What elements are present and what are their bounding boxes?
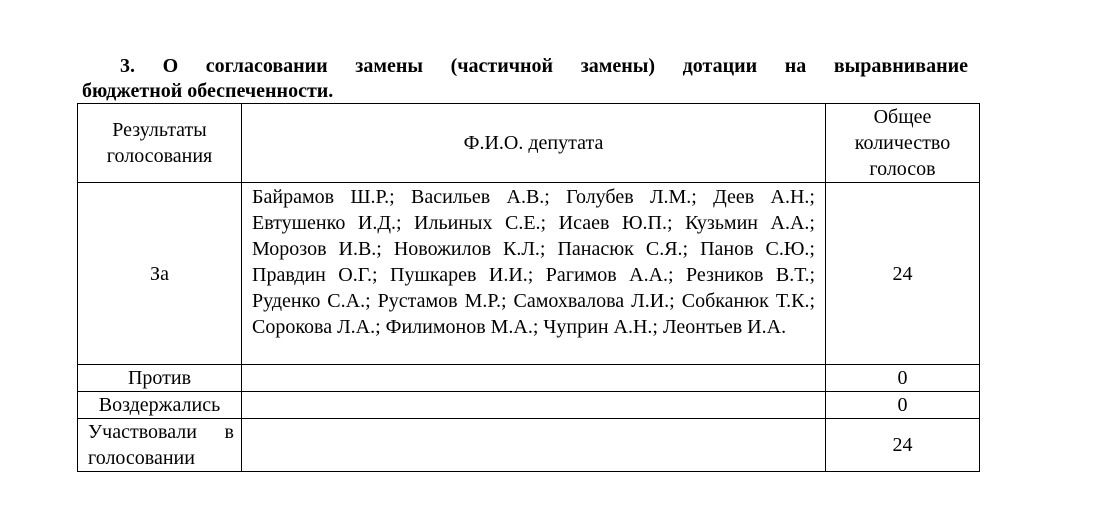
row-uchastvovali-label-line1: Участвовали в bbox=[88, 421, 234, 443]
row-protiv-count: 0 bbox=[826, 365, 980, 392]
header-total-votes: Общее количество голосов bbox=[826, 104, 980, 183]
section-heading-line1: 3. О согласовании замены (частичной замены) дотации на выравнивание bbox=[120, 55, 968, 77]
row-uchastvovali-count: 24 bbox=[826, 419, 980, 472]
row-uchastvovali-label-line2: голосовании bbox=[88, 447, 195, 469]
row-za-deputies: Байрамов Ш.Р.; Васильев А.В.; Голубев Л.М.; Деев А.Н.; Евтушенко И.Д.; Ильиных С.Е.; Исаев Ю.П.; Кузьмин А.А.; Морозов И.В.; Новожилов К.Л.; Панасюк С.Я.; Панов С.Ю.; Правдин О.Г.; Пушкарев И.И.; Рагимов А.А.; Резников В.Т.; Руденко С.А.; Рустамов М.Р.; Самохвалова Л.И.; Собканюк Т.К.; Сорокова Л.А.; Филимонов М.А.; Чуприн А.Н.; Леонтьев И.А. bbox=[242, 183, 826, 365]
table-row-uchastvovali bbox=[78, 419, 980, 472]
row-za-label: За bbox=[78, 183, 242, 365]
row-vozderzhalis-count: 0 bbox=[826, 392, 980, 419]
row-uchastvovali-label bbox=[78, 419, 242, 472]
table-header-row bbox=[78, 104, 980, 183]
table-row-protiv bbox=[78, 365, 980, 392]
section-heading-line2: бюджетной обеспеченности. bbox=[82, 80, 334, 102]
row-vozderzhalis-deputies bbox=[242, 392, 826, 419]
row-za-count: 24 bbox=[826, 183, 980, 365]
table-row-za bbox=[78, 183, 980, 365]
table-row-vozderzhalis bbox=[78, 392, 980, 419]
section-heading bbox=[82, 54, 968, 104]
row-vozderzhalis-label: Воздержались bbox=[78, 392, 242, 419]
header-deputy-name: Ф.И.О. депутата bbox=[242, 104, 826, 183]
row-protiv-label: Против bbox=[78, 365, 242, 392]
voting-results-table bbox=[77, 103, 980, 472]
row-uchastvovali-deputies bbox=[242, 419, 826, 472]
header-results: Результаты голосования bbox=[78, 104, 242, 183]
row-protiv-deputies bbox=[242, 365, 826, 392]
